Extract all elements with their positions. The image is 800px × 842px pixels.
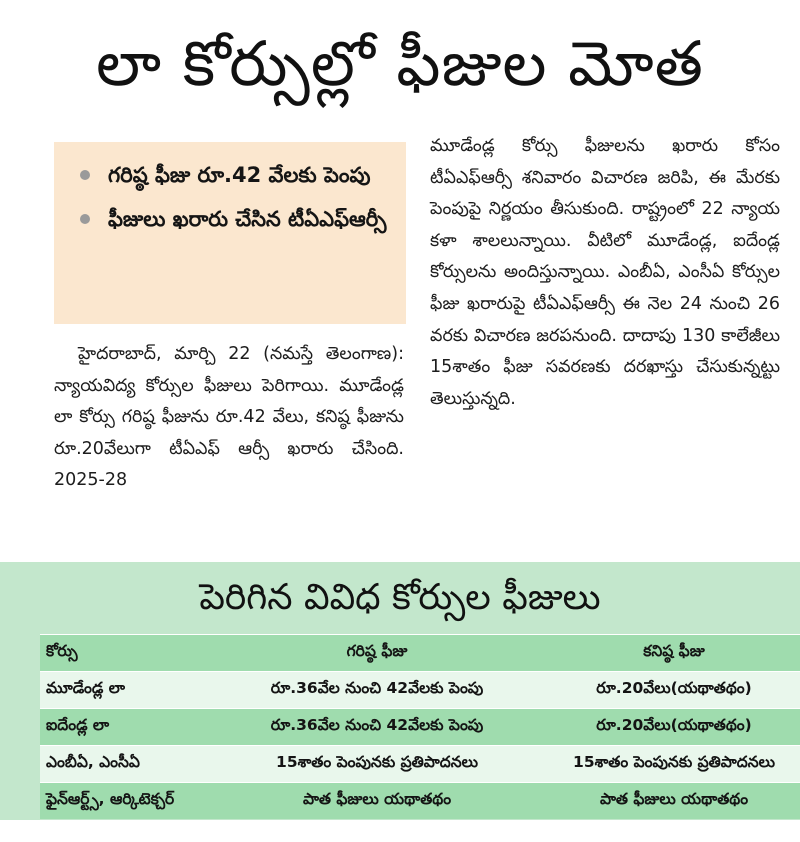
table-header-cell: కనిష్ఠ ఫీజు <box>536 635 800 672</box>
table-title: పెరిగిన వివిధ కోర్సుల ఫీజులు <box>199 577 601 618</box>
table-header-cell: కోర్సు <box>40 635 218 672</box>
table-cell: పాత ఫీజులు యథాతథం <box>218 783 536 820</box>
table-cell: 15శాతం పెంపునకు ప్రతిపాదనలు <box>536 746 800 783</box>
highlight-item <box>80 156 390 194</box>
table-cell: ఐదేండ్ల లా <box>40 709 218 746</box>
highlight-text: గరిష్ఠ ఫీజు రూ.42 వేలకు పెంపు <box>108 163 371 187</box>
table-cell: 15శాతం పెంపునకు ప్రతిపాదనలు <box>218 746 536 783</box>
table-row <box>40 672 800 709</box>
table-cell: మూడేండ్ల లా <box>40 672 218 709</box>
fee-table <box>40 634 800 819</box>
bullet-dot-icon <box>80 170 90 180</box>
article-left-column: హైదరాబాద్, మార్చి 22 (నమస్తే తెలంగాణ): న్యాయవిద్య కోర్సుల ఫీజులు పెరిగాయి. మూడేండ్ల లా కోర్సు గరిష్ఠ ఫీజును రూ.42 వేలు, కనిష్ఠ ఫీజును రూ.20వేలుగా టీఏఎఫ్ ఆర్సీ ఖరారు చేసింది. 2025-28 <box>54 344 404 491</box>
table-row <box>40 746 800 783</box>
highlight-item <box>80 200 390 238</box>
fee-table-section <box>0 562 800 820</box>
article-right-column: మూడేండ్ల కోర్సు ఫీజులను ఖరారు కోసం టీఏఎఫ్ఆర్సీ శనివారం విచారణ జరిపి, ఈ మేరకు పెంపుపై నిర్ణయం తీసుకుంది. రాష్ట్రంలో 22 న్యాయ కళా శాలలున్నాయి. వీటిలో మూడేండ్ల, ఐదేండ్ల కోర్సులను అందిస్తున్నాయి. ఎంబీఏ, ఎంసీఏ కోర్సుల ఫీజు ఖరారుపై టీఏఎఫ్ఆర్సీ ఈ నెల 24 నుంచి 26 వరకు విచారణ జరపనుంది. దాదాపు 130 కాలేజీలు 15శాతం ఫీజు సవరణకు దరఖాస్తు చేసుకున్నట్టు తెలుస్తున్నది. <box>430 136 780 409</box>
table-row <box>40 709 800 746</box>
bullet-dot-icon <box>80 214 90 224</box>
highlight-box <box>54 142 406 324</box>
table-row <box>40 783 800 820</box>
table-header-row <box>40 635 800 672</box>
headline: లా కోర్సుల్లో ఫీజుల మోత <box>96 27 704 100</box>
table-cell: రూ.36వేల నుంచి 42వేలకు పెంపు <box>218 672 536 709</box>
highlight-text: ఫీజులు ఖరారు చేసిన టీఏఎఫ్ఆర్సీ <box>108 207 387 231</box>
table-cell: ఎంబీఏ, ఎంసీఏ <box>40 746 218 783</box>
table-cell: ఫైన్ఆర్ట్స్, ఆర్కిటెక్చర్ <box>40 783 218 820</box>
table-cell: రూ.20వేలు(యథాతథం) <box>536 672 800 709</box>
table-cell: రూ.20వేలు(యథాతథం) <box>536 709 800 746</box>
table-cell: పాత ఫీజులు యథాతథం <box>536 783 800 820</box>
table-header-cell: గరిష్ఠ ఫీజు <box>218 635 536 672</box>
table-cell: రూ.36వేల నుంచి 42వేలకు పెంపు <box>218 709 536 746</box>
highlight-list <box>80 156 390 238</box>
